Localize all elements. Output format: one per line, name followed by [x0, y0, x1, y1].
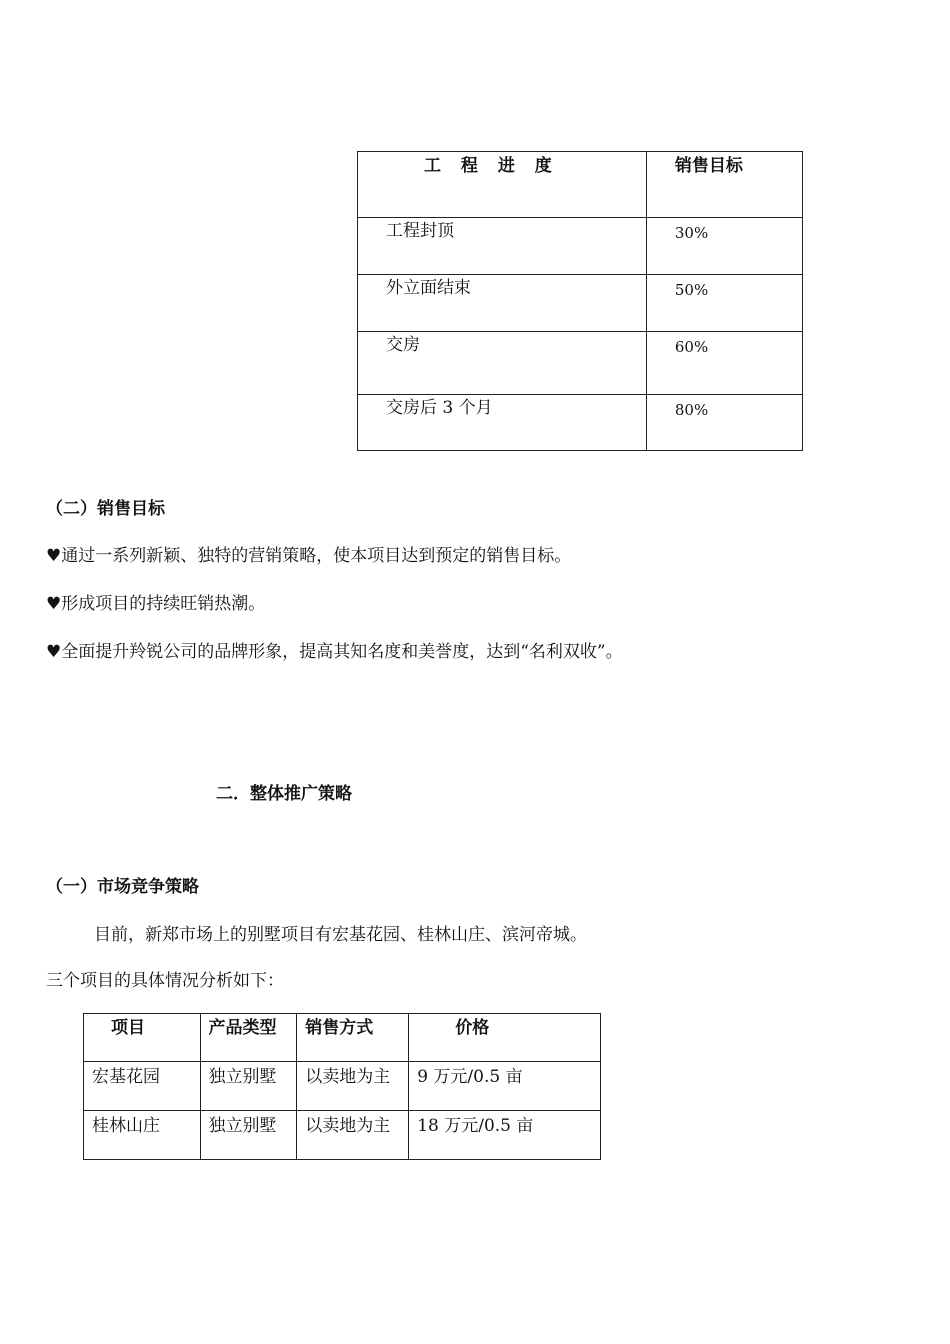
cell-target: 30% [646, 218, 802, 275]
table-header-row [358, 152, 803, 218]
analysis-intro: 三个项目的具体情况分析如下： [46, 971, 284, 991]
cell-progress: 外立面结束 [358, 275, 647, 332]
table-row [358, 275, 803, 332]
bullet-item: ♥形成项目的持续旺销热潮。 [46, 594, 266, 614]
table-row [84, 1062, 601, 1111]
cell-price: 9 万元/0.5 亩 [409, 1062, 601, 1111]
header-price: 价格 [409, 1014, 601, 1062]
bullet-item: ♥全面提升羚锐公司的品牌形象，提高其知名度和美誉度，达到“名利双收”。 [46, 642, 623, 662]
bullet-item: ♥通过一系列新颖、独特的营销策略，使本项目达到预定的销售目标。 [46, 546, 572, 566]
header-sales-target: 销售目标 [646, 152, 802, 218]
cell-product-type: 独立别墅 [200, 1062, 297, 1111]
header-product-type: 产品类型 [200, 1014, 297, 1062]
cell-project: 宏基花园 [84, 1062, 201, 1111]
cell-sales-method: 以卖地为主 [297, 1111, 409, 1160]
table-row [358, 218, 803, 275]
cell-project: 桂林山庄 [84, 1111, 201, 1160]
sales-target-heading: （二）销售目标 [46, 499, 165, 519]
table-row [358, 332, 803, 395]
competition-paragraph: 目前，新郑市场上的别墅项目有宏基花园、桂林山庄、滨河帝城。 [94, 925, 587, 945]
header-sales-method: 销售方式 [297, 1014, 409, 1062]
cell-progress: 工程封顶 [358, 218, 647, 275]
promotion-strategy-heading: 二．整体推广策略 [216, 784, 352, 804]
competing-projects-table [83, 1013, 601, 1160]
progress-sales-table [357, 151, 803, 451]
cell-price: 18 万元/0.5 亩 [409, 1111, 601, 1160]
header-progress: 工 程 进 度 [358, 152, 647, 218]
cell-progress: 交房 [358, 332, 647, 395]
cell-target: 60% [646, 332, 802, 395]
cell-sales-method: 以卖地为主 [297, 1062, 409, 1111]
cell-product-type: 独立别墅 [200, 1111, 297, 1160]
competition-strategy-heading: （一）市场竞争策略 [46, 877, 199, 897]
table-row [84, 1111, 601, 1160]
header-project: 项目 [84, 1014, 201, 1062]
cell-progress: 交房后 3 个月 [358, 395, 647, 451]
table-header-row [84, 1014, 601, 1062]
cell-target: 80% [646, 395, 802, 451]
cell-target: 50% [646, 275, 802, 332]
table-row [358, 395, 803, 451]
